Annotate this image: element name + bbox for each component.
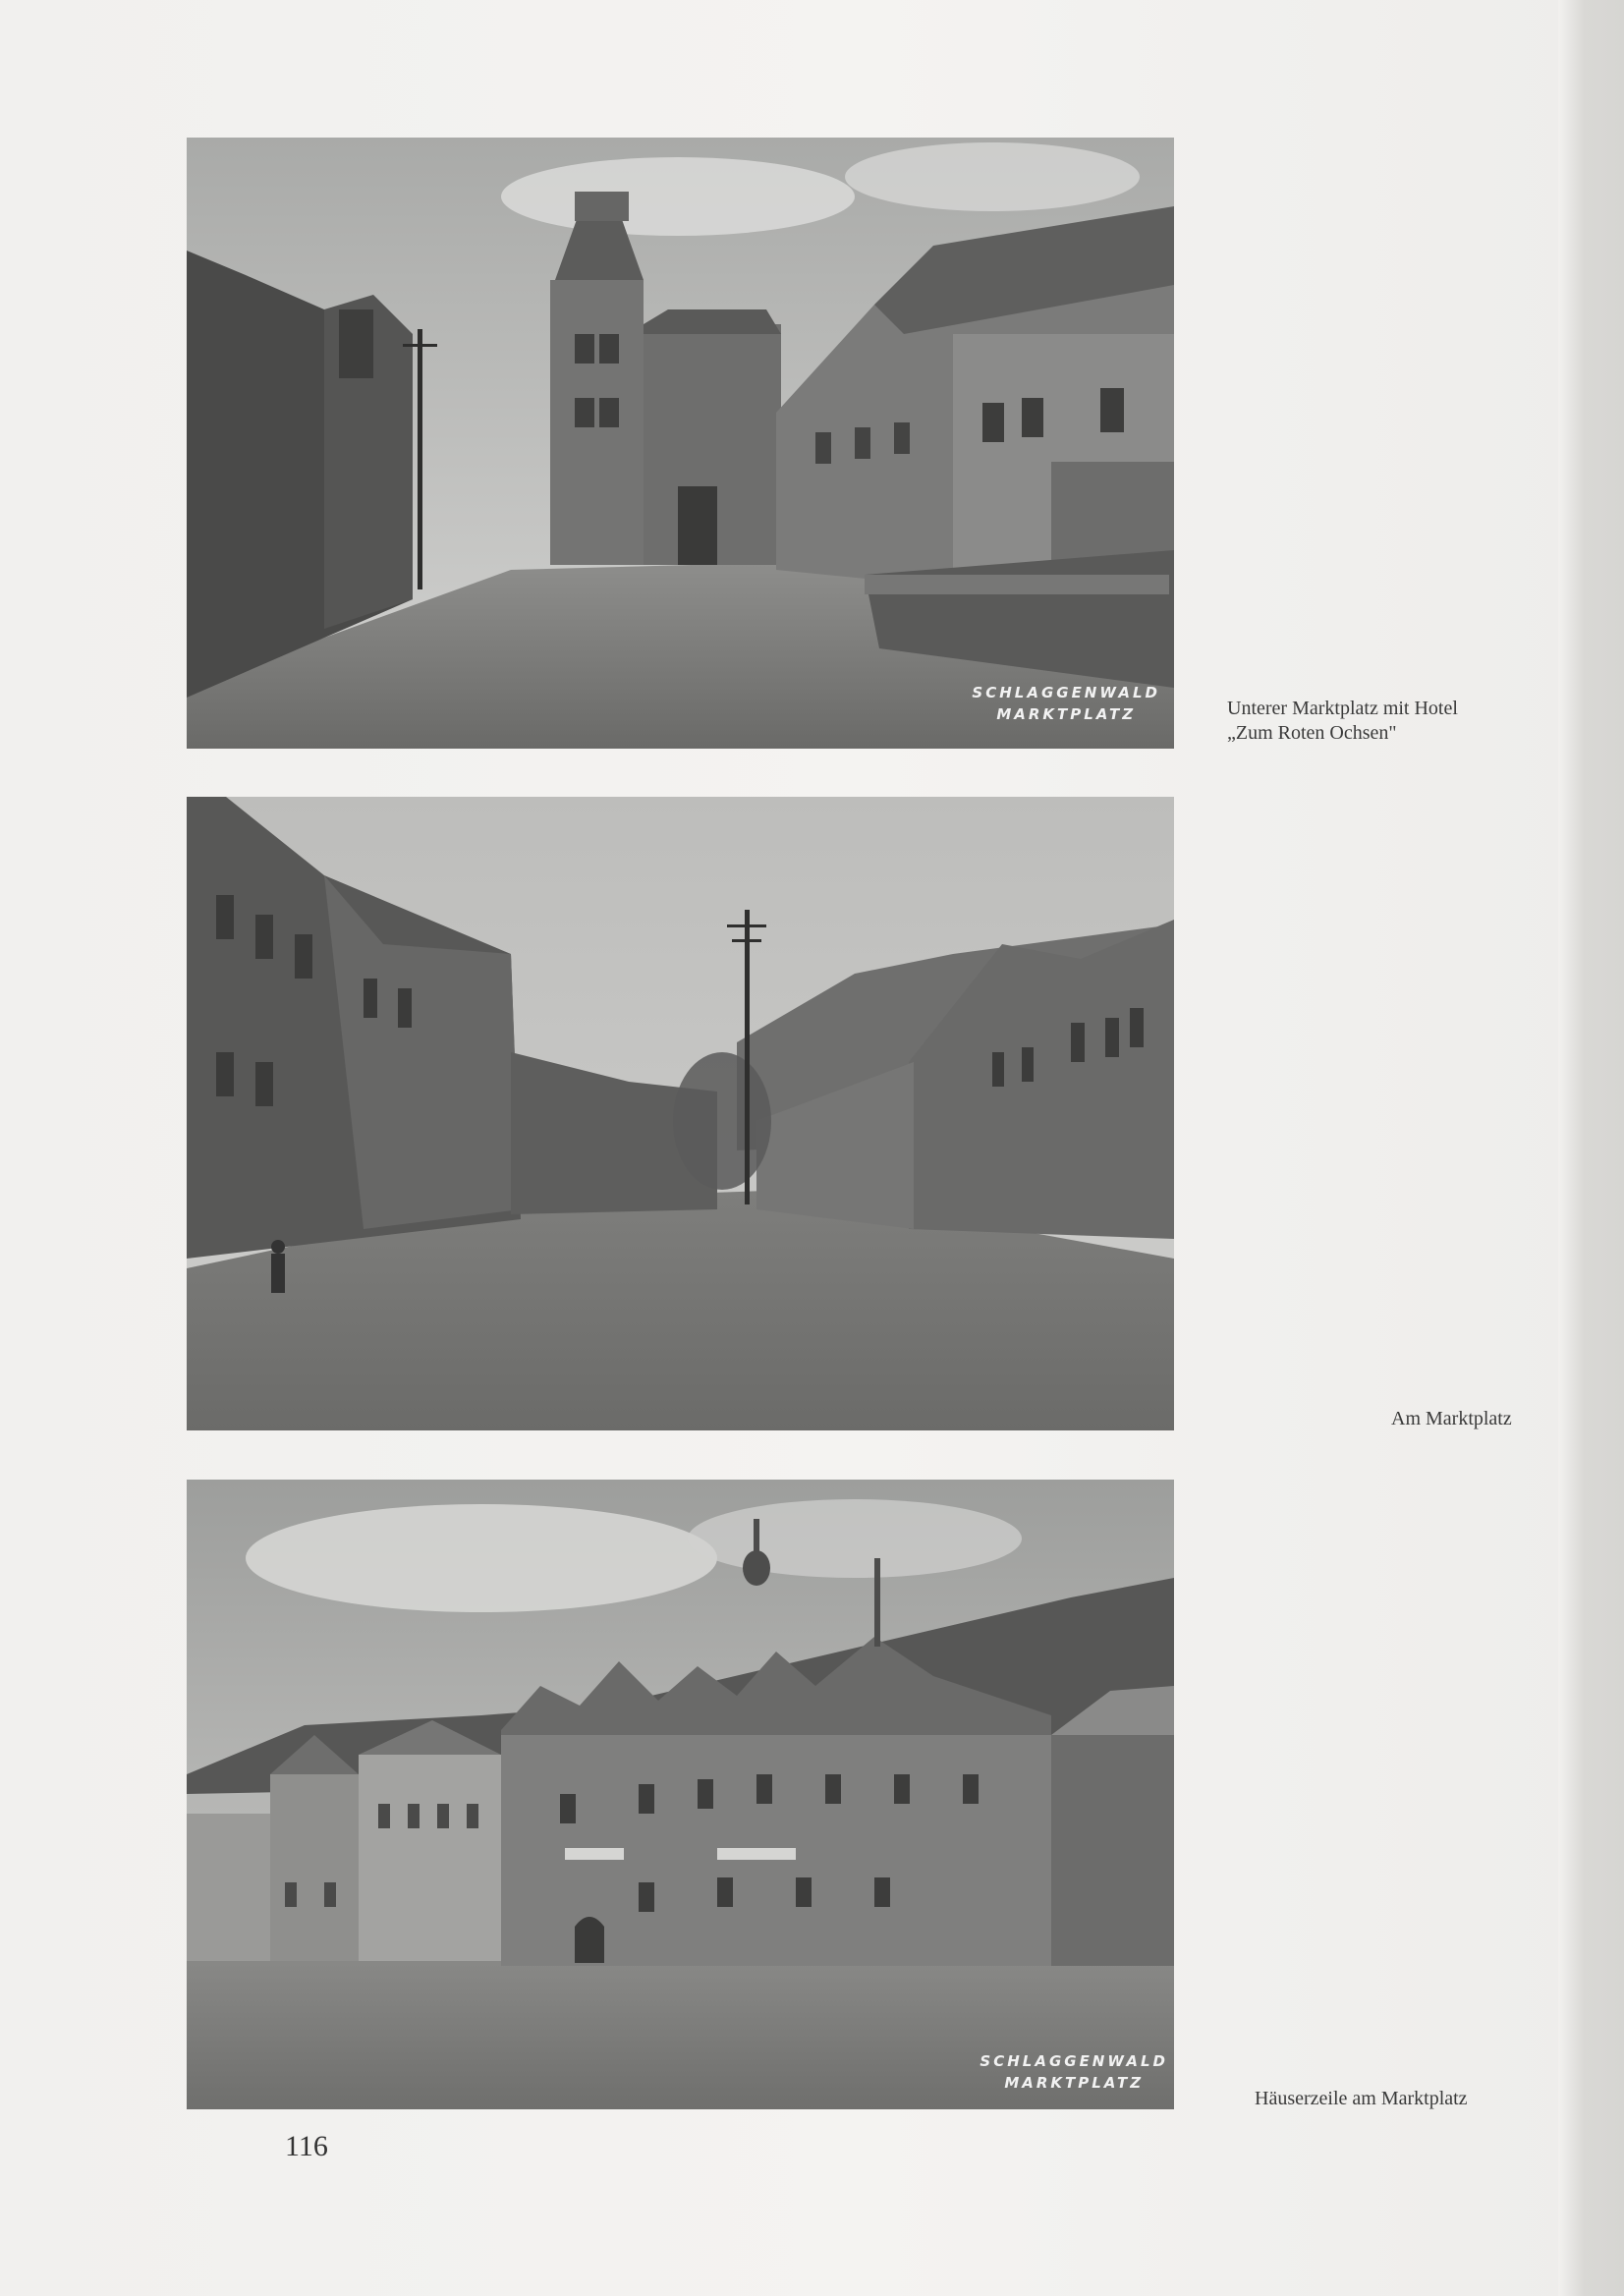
photo-caption-2: [1391, 1407, 1512, 1431]
photo-stamp-line-2: MARKTPLATZ: [996, 705, 1137, 723]
photo-caption-3: [1255, 2087, 1468, 2111]
photo-stamp: [972, 682, 1160, 725]
photo-stamp-line-1: SCHLAGGENWALD: [980, 2052, 1168, 2070]
caption-line-1: Unterer Marktplatz mit Hotel: [1227, 698, 1458, 719]
photo-row-of-houses-image: [187, 1480, 1174, 2109]
caption-line-2: „Zum Roten Ochsen": [1227, 722, 1397, 744]
photo-lower-market-square: [187, 138, 1174, 749]
photo-row-of-houses: [187, 1480, 1174, 2109]
photo-market-square-image: [187, 797, 1174, 1430]
photo-stamp-line-1: SCHLAGGENWALD: [972, 684, 1160, 701]
photo-stamp-line-2: MARKTPLATZ: [1004, 2074, 1145, 2092]
page-number: 116: [285, 2130, 328, 2162]
page-edge-shadow: [1558, 0, 1624, 2296]
photo-market-square: [187, 797, 1174, 1430]
photo-lower-market-square-image: [187, 138, 1174, 749]
caption-line-1: Am Marktplatz: [1391, 1408, 1512, 1429]
caption-line-1: Häuserzeile am Marktplatz: [1255, 2088, 1468, 2109]
photo-stamp: [980, 2050, 1168, 2094]
photo-caption-1: [1227, 697, 1458, 746]
